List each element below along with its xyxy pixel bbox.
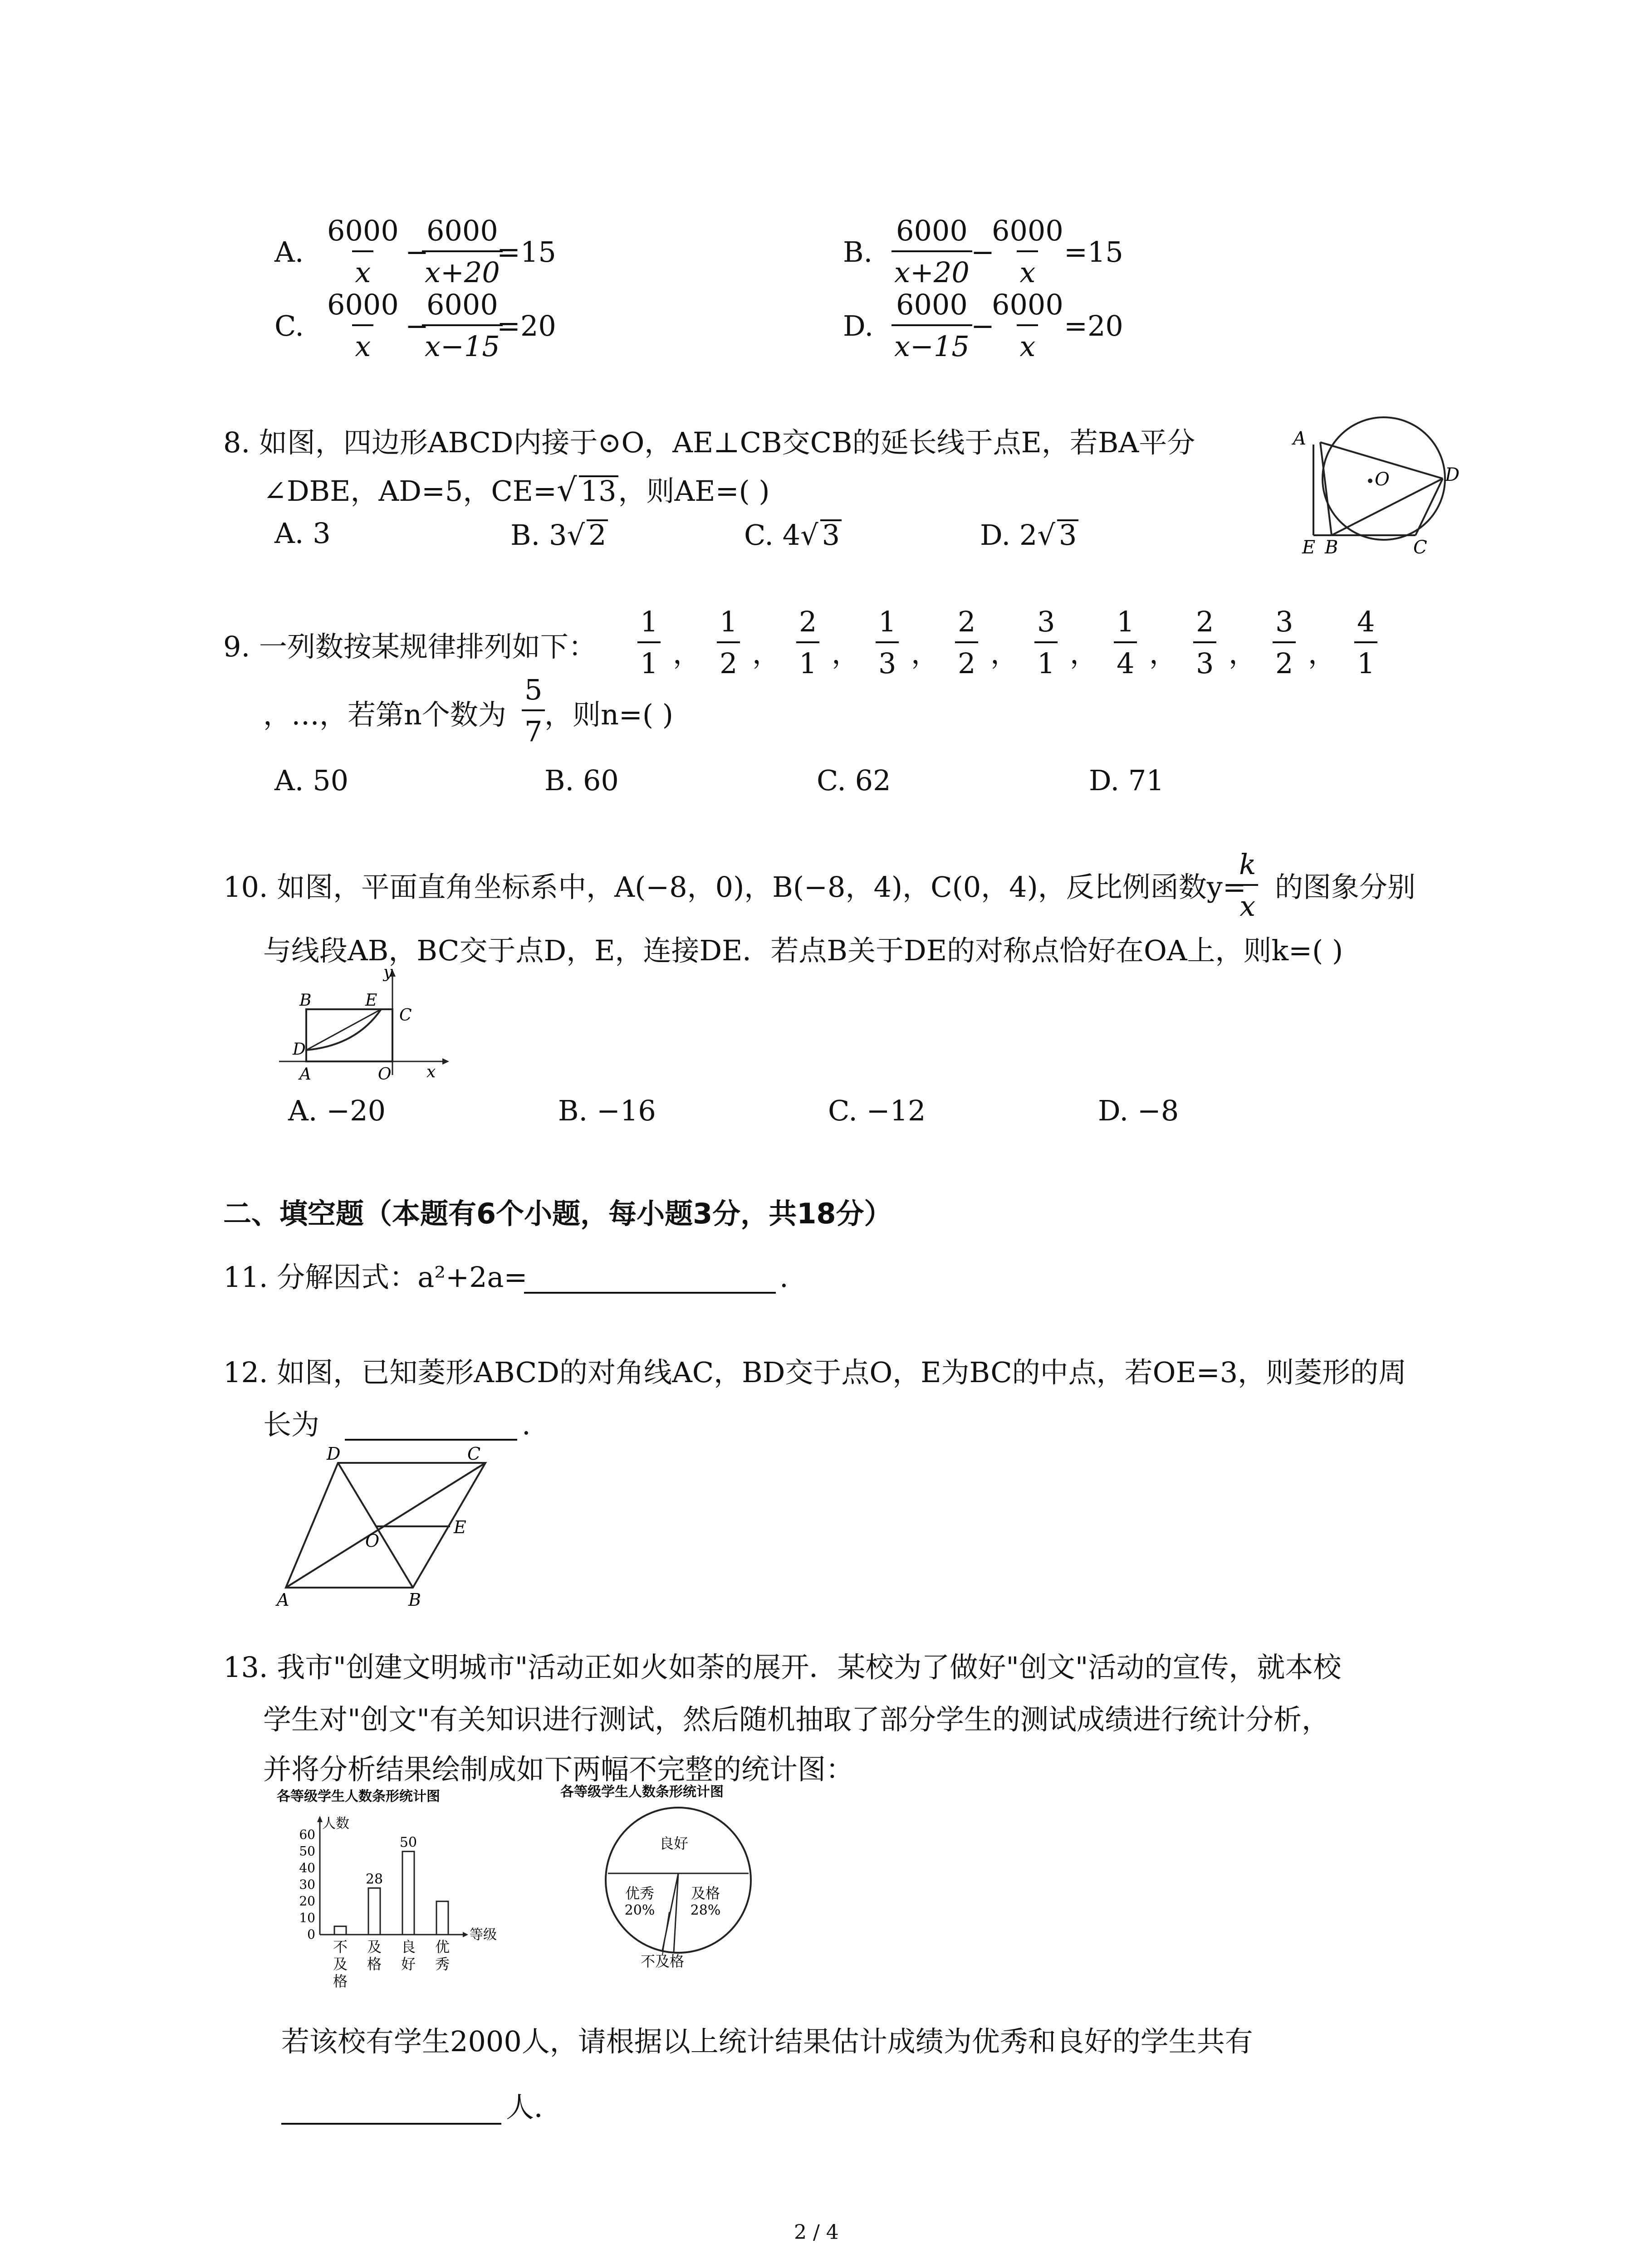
bar-data-label: 50 xyxy=(399,1834,417,1851)
q7-a-frac1: $\frac{6000}{x}$ xyxy=(327,214,399,289)
q13-text-line4: 若该校有学生2000人，请根据以上统计结果估计成绩为优秀和良好的学生共有 xyxy=(281,2025,1253,2058)
q10-text-line1a: 10. 如图，平面直角坐标系中，A(−8，0)，B(−8，4)，C(0，4)，反比例函数y= xyxy=(223,870,1246,904)
q9-option-a[interactable]: A. 50 xyxy=(274,764,349,797)
q7-b-frac2: $\frac{6000}{x}$ xyxy=(992,214,1063,289)
q9-separator: ， xyxy=(990,637,1019,670)
q9-option-b[interactable]: B. 60 xyxy=(544,764,619,797)
q9-frac-10: $\frac{4}{1}$ xyxy=(1354,608,1377,678)
q10-fig-C: C xyxy=(399,1006,412,1025)
q10-fig-x: x xyxy=(426,1063,436,1081)
q10-frac-k-x: $\frac{k}{x}$ xyxy=(1236,850,1259,920)
q12-fig-D: D xyxy=(327,1444,341,1464)
q9-separator: ， xyxy=(752,637,781,670)
q8-option-c[interactable]: C. 4√ 3 xyxy=(744,519,842,549)
q11-answer-blank[interactable] xyxy=(524,1292,776,1294)
q9-separator: ， xyxy=(1308,637,1337,670)
bar-chart xyxy=(272,1785,544,2007)
bar-data-label: 28 xyxy=(365,1871,383,1887)
bar-chart-ytick: 50 xyxy=(299,1843,315,1859)
q10-fig-E: E xyxy=(365,991,377,1010)
bar-chart-ytick: 60 xyxy=(299,1827,315,1842)
q7-option-b-label[interactable]: B. xyxy=(843,235,873,269)
q12-fig-B: B xyxy=(408,1590,421,1610)
bar-category-label: 及 xyxy=(367,1938,382,1955)
q9-frac-3: $\frac{2}{1}$ xyxy=(796,608,819,678)
q12-figure xyxy=(272,1442,499,1610)
pie-slice-label: 良好 xyxy=(659,1835,689,1852)
q8-text-line2: ∠DBE，AD=5，CE=√ 13，则AE=( ) xyxy=(263,471,770,508)
bar-2 xyxy=(368,1888,380,1935)
q9-option-d[interactable]: D. 71 xyxy=(1089,764,1164,797)
q12-fig-E: E xyxy=(454,1517,466,1537)
q7-b-frac1: $\frac{6000}{x+20}$ xyxy=(892,217,972,287)
pie-chart-title: 各等级学生人数条形统计图 xyxy=(560,1784,724,1800)
q10-figure xyxy=(274,963,465,1084)
q8-figure xyxy=(1293,413,1460,558)
q10-option-d[interactable]: D. −8 xyxy=(1098,1094,1179,1127)
bar-category-label: 格 xyxy=(367,1955,382,1973)
q10-fig-B: B xyxy=(299,991,312,1010)
bar-chart-ytick: 10 xyxy=(299,1910,315,1926)
q12-fig-C: C xyxy=(467,1444,481,1464)
q9-separator: ， xyxy=(1149,637,1178,670)
q9-frac-7: $\frac{1}{4}$ xyxy=(1114,608,1137,678)
bar-chart-ylabel: 人数 xyxy=(322,1816,349,1832)
q10-option-c[interactable]: C. −12 xyxy=(828,1094,926,1127)
q7-c-frac1: $\frac{6000}{x}$ xyxy=(327,288,399,363)
q9-separator: ， xyxy=(1070,637,1098,670)
q13-text-line2: 学生对"创文"有关知识进行测试，然后随机抽取了部分学生的测试成绩进行统计分析， xyxy=(263,1703,1330,1736)
bar-category-label: 不 xyxy=(333,1938,348,1955)
bar-category-label: 优 xyxy=(435,1938,450,1955)
q10-fig-y: y xyxy=(383,963,393,982)
bar-chart-xlabel: 等级 xyxy=(470,1927,497,1943)
q8-option-a[interactable]: A. 3 xyxy=(274,517,331,550)
q7-a-frac2: $\frac{6000}{x+20}$ xyxy=(422,217,503,287)
q9-line2a: ，…，若第n个数为 xyxy=(263,698,506,731)
q12-fig-A: A xyxy=(277,1590,289,1610)
q10-fig-D: D xyxy=(293,1040,306,1059)
q9-frac-2: $\frac{1}{2}$ xyxy=(717,608,740,678)
q9-line2b: ，则n=( ) xyxy=(544,698,673,731)
bar-category-label: 格 xyxy=(333,1973,348,1990)
pie-chart xyxy=(560,1784,796,1970)
pie-slice-value: 20% xyxy=(624,1902,655,1918)
q8-option-d[interactable]: D. 2√ 3 xyxy=(980,519,1078,549)
q12-text-line1: 12. 如图，已知菱形ABCD的对角线AC，BD交于点O，E为BC的中点，若OE=3，则菱形的周 xyxy=(223,1356,1407,1389)
bar-3 xyxy=(402,1852,414,1935)
pie-slice-label: 优秀 xyxy=(625,1885,655,1902)
bar-category-label: 秀 xyxy=(435,1955,450,1973)
q7-option-c-label[interactable]: C. xyxy=(274,309,304,342)
q7-d-frac1: $\frac{6000}{x-15}$ xyxy=(892,291,972,361)
q9-lead: 9. 一列数按某规律排列如下： xyxy=(223,630,597,663)
bar-1 xyxy=(334,1926,346,1935)
pie-slice-label: 及格 xyxy=(691,1885,720,1902)
q8-fig-B: B xyxy=(1325,537,1338,558)
q9-frac-6: $\frac{3}{1}$ xyxy=(1034,608,1058,678)
page-number: 2 / 4 xyxy=(794,2221,839,2244)
q13-answer-blank[interactable] xyxy=(281,2123,501,2125)
q9-option-c[interactable]: C. 62 xyxy=(817,764,891,797)
q9-frac-4: $\frac{1}{3}$ xyxy=(876,608,899,678)
q9-frac-5-7: $\frac{5}{7}$ xyxy=(522,676,545,746)
q9-separator: ， xyxy=(832,637,860,670)
q10-fig-O: O xyxy=(378,1065,392,1084)
section-2-heading: 二、填空题（本题有6个小题，每小题3分，共18分） xyxy=(223,1197,892,1230)
q8-fig-D: D xyxy=(1445,464,1460,485)
pie-slice-value: 28% xyxy=(690,1902,721,1918)
q7-option-a-label[interactable]: A. xyxy=(274,235,304,269)
q9-frac-1: $\frac{1}{1}$ xyxy=(637,608,661,678)
q7-option-d-label[interactable]: D. xyxy=(843,309,874,342)
q8-fig-O: O xyxy=(1375,469,1390,490)
q8-fig-A: A xyxy=(1293,428,1306,449)
q12-fig-O: O xyxy=(365,1531,380,1551)
q8-option-b[interactable]: B. 3√ 2 xyxy=(510,519,608,549)
q9-separator: ， xyxy=(911,637,940,670)
bar-chart-ytick: 40 xyxy=(299,1860,315,1876)
bar-chart-ytick: 0 xyxy=(307,1927,315,1942)
q10-option-a[interactable]: A. −20 xyxy=(288,1094,386,1127)
bar-category-label: 良 xyxy=(401,1938,416,1955)
q7-c-frac2: $\frac{6000}{x-15}$ xyxy=(422,291,503,361)
q8-fig-E: E xyxy=(1302,537,1316,558)
q10-fig-A: A xyxy=(299,1065,311,1084)
q9-separator: ， xyxy=(1229,637,1257,670)
q9-separator: ， xyxy=(673,637,701,670)
q12-text-line2: 长为 xyxy=(263,1408,320,1441)
bar-chart-title: 各等级学生人数条形统计图 xyxy=(277,1789,440,1804)
q8-text-line1: 8. 如图，四边形ABCD内接于⊙O，AE⊥CB交CB的延长线于点E，若BA平分 xyxy=(223,426,1195,459)
q13-text-line1: 13. 我市"创建文明城市"活动正如火如荼的展开．某校为了做好"创文"活动的宣传，就本校 xyxy=(223,1651,1342,1684)
bar-category-label: 好 xyxy=(401,1955,416,1973)
bar-4 xyxy=(436,1901,448,1935)
bar-chart-ytick: 30 xyxy=(299,1877,315,1892)
q8-fig-C: C xyxy=(1413,537,1427,558)
q9-frac-8: $\frac{2}{3}$ xyxy=(1193,608,1216,678)
q9-frac-5: $\frac{2}{2}$ xyxy=(955,608,978,678)
q10-text-line1b: 的图象分别 xyxy=(1275,870,1416,904)
q13-text-line3: 并将分析结果绘制成如下两幅不完整的统计图： xyxy=(263,1753,854,1786)
q7-d-frac2: $\frac{6000}{x}$ xyxy=(992,288,1063,363)
q10-text-line2: 与线段AB，BC交于点D，E，连接DE．若点B关于DE的对称点恰好在OA上，则k=( ) xyxy=(263,934,1343,967)
q11-text: 11. 分解因式：a²+2a= xyxy=(223,1261,528,1294)
q10-option-b[interactable]: B. −16 xyxy=(558,1094,656,1127)
q12-answer-blank[interactable] xyxy=(345,1439,517,1441)
bar-category-label: 及 xyxy=(333,1955,348,1973)
bar-chart-ytick: 20 xyxy=(299,1893,315,1909)
pie-slice-label: 不及格 xyxy=(640,1953,685,1970)
q9-frac-9: $\frac{3}{2}$ xyxy=(1273,608,1296,678)
